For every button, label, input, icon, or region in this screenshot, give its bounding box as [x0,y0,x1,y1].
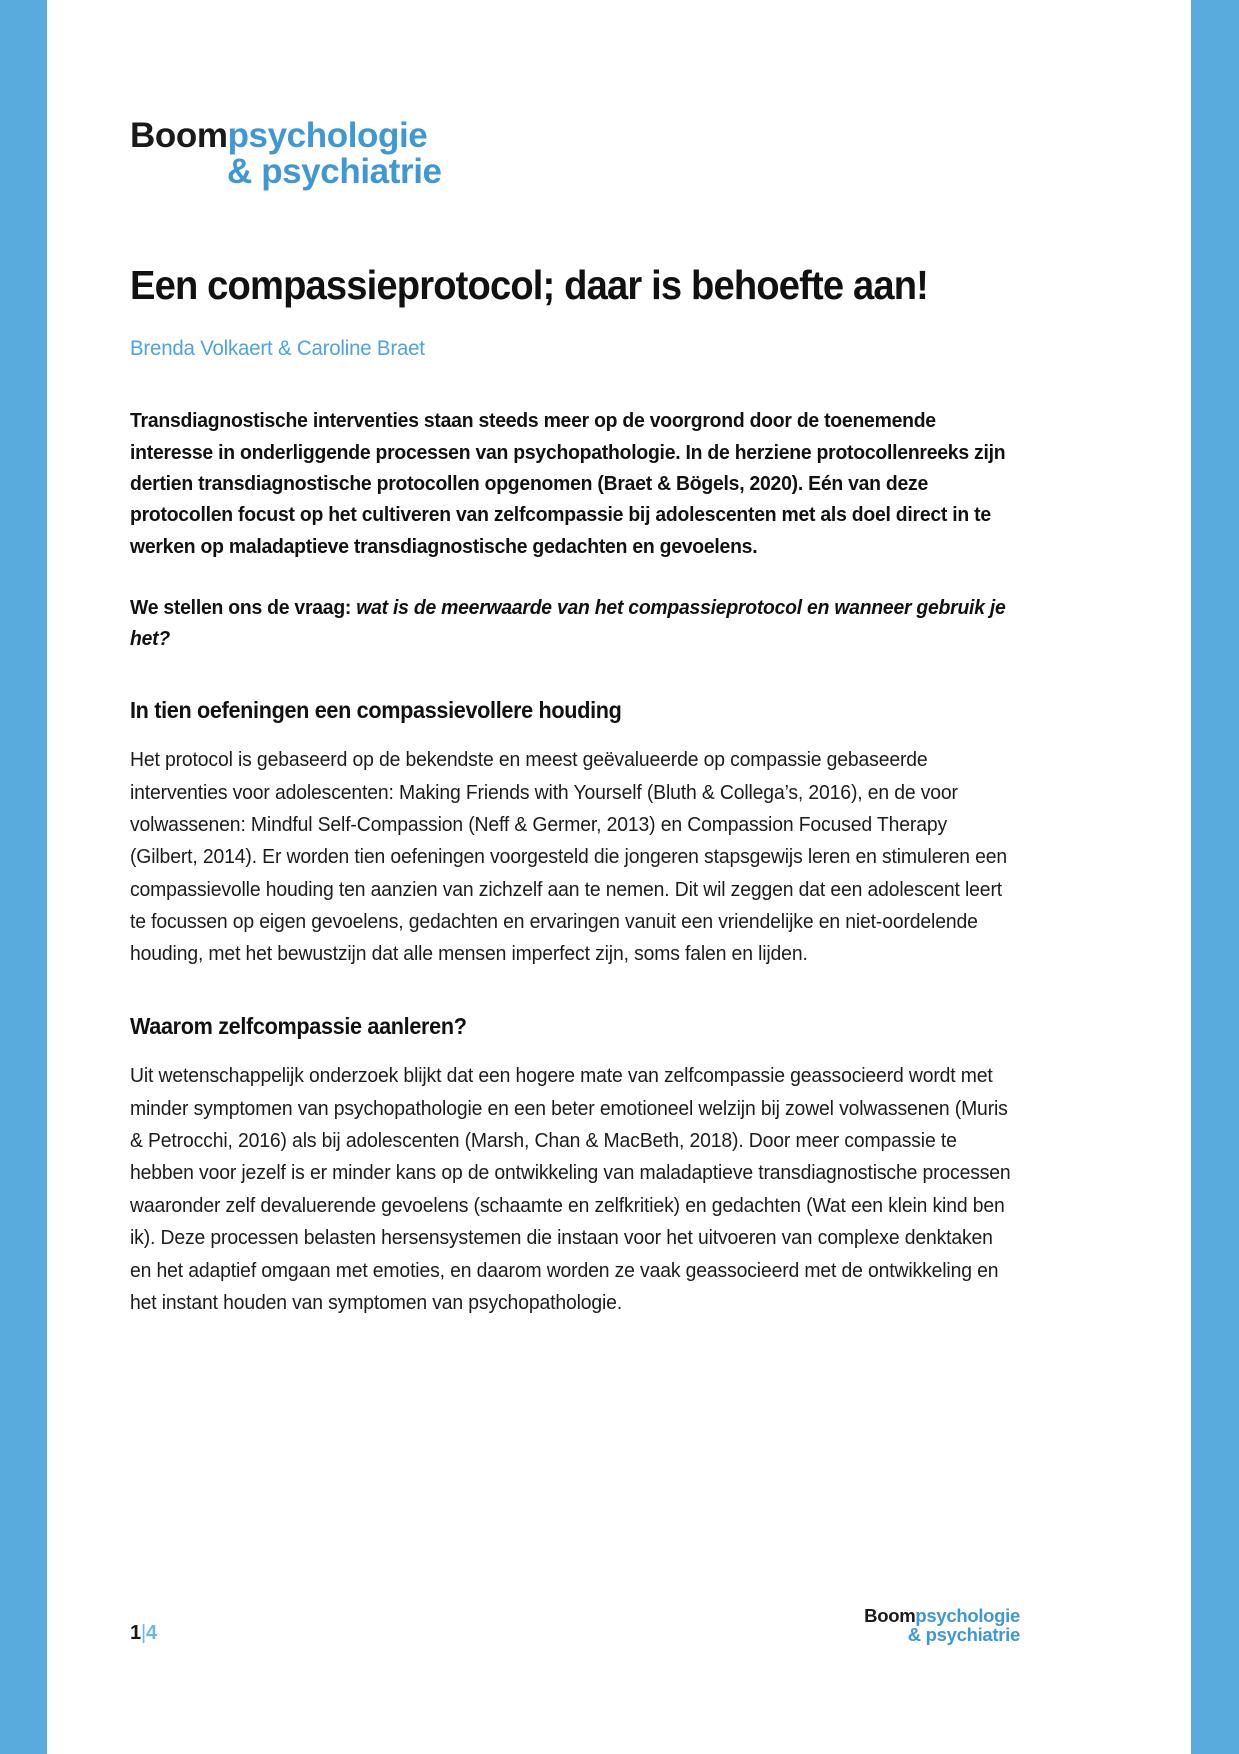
left-blue-band [0,0,47,1754]
header-logo-psychologie-word: psychologie [227,116,428,155]
footer-logo-line-2: & psychiatrie [907,1624,1020,1646]
research-question-prefix: We stellen ons de vraag: [130,595,357,619]
research-question-italic: wat is de meerwaarde van het compassieprotocol en wanneer gebruik je het? [130,595,1006,651]
header-logo [130,118,1020,191]
footer-logo-line-1 [864,1606,1020,1625]
footer-logo-boom-word: Boom [864,1605,916,1626]
right-blue-band [1191,0,1239,1754]
page-number-separator: | [140,1621,146,1644]
section-heading-oefeningen: In tien oefeningen een compassievollere houding [130,696,622,723]
section-body-zelfcompassie: Uit wetenschappelijk onderzoek blijkt dat een hogere mate van zelfcompassie geassocieerd wordt met minder symptomen van psychopathologie en een beter emotioneel welzijn bij zowel volwassenen (Muris & Petrocchi, 2016) als bij adolescenten (Marsh, Chan & MacBeth, 2018). Door meer compassie te hebben voor jezelf is er minder kans op de ontwikkeling van maladaptieve transdiagnostische processen waaronder zelf devaluerende gevoelens (schaamte en zelfkritiek) en gedachten (Wat een klein kind ben ik). Deze processen belasten hersensystemen die instaan voor het uitvoeren van complexe denktaken en het adaptief omgaan met emoties, en daarom worden ze vaak geassocieerd met de ontwikkeling en het instant houden van symptomen van psychopathologie. [130,1064,1011,1314]
header-logo-line-2: & psychiatrie [227,152,442,192]
header-logo-boom-word: Boom [130,116,228,155]
page-sheet [47,0,1191,1754]
page-title: Een compassieprotocol; daar is behoefte aan! [130,261,929,308]
section-heading-zelfcompassie: Waarom zelfcompassie aanleren? [130,1012,467,1039]
author-line: Brenda Volkaert & Caroline Braet [130,336,425,361]
page-footer [130,1606,1020,1645]
page-number [130,1622,157,1645]
content-column [130,0,1020,1340]
footer-logo [864,1606,1020,1645]
page-number-current: 1 [130,1621,141,1644]
lead-paragraph: Transdiagnostische interventies staan steeds meer op de voorgrond door de toenemende interesse in onderliggende processen van psychopathologie. In de herziene protocollenreeks zijn dertien transdiagnostische protocollen opgenomen (Braet & Bögels, 2020). Eén van deze protocollen focust op het cultiveren van zelfcompassie bij adolescenten met als doel direct in te werken op maladaptieve transdiagnostische gedachten en gevoelens. [130,409,1006,558]
section-body-oefeningen: Het protocol is gebaseerd op de bekendste en meest geëvalueerde op compassie gebaseerde interventies voor adolescenten: Making Friends with Yourself (Bluth & Collega’s, 2016), en de voor volwassenen: Mindful Self-Compassion (Neff & Germer, 2013) en Compassion Focused Therapy (Gilbert, 2014). Er worden tien oefeningen voorgesteld die jongeren stapsgewijs leren en stimuleren een compassievolle houding ten aanzien van zichzelf aan te nemen. Dit wil zeggen dat een adolescent leert te focussen op eigen gevoelens, gedachten en ervaringen vanuit een vriendelijke en niet-oordelende houding, met het bewustzijn dat alle mensen imperfect zijn, soms falen en lijden. [130,748,1008,966]
page-number-total: 4 [145,1621,157,1644]
research-question-paragraph [130,592,1013,655]
footer-logo-psychologie-word: psychologie [915,1605,1020,1626]
header-logo-line-1 [130,118,1020,154]
